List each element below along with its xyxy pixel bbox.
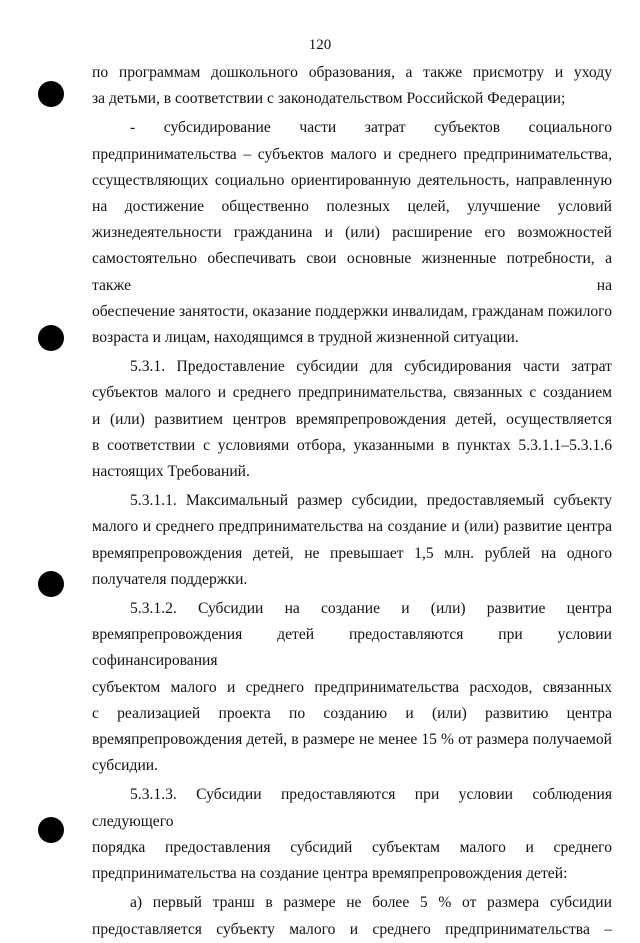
paragraph-5-3-1-1 <box>92 488 612 593</box>
text-line: 5.3.1.3. Субсидии предоставляются при условии соблюдения следующего <box>92 786 612 830</box>
text-line: ссуществляющих социально ориентированную деятельность, направленную <box>92 171 612 189</box>
text-line: времяпрепровождения детей предоставляются при условии софинансирования <box>92 626 612 670</box>
text-line: и (или) развитием центров времяпрепровождения детей, осуществляется <box>92 410 612 428</box>
text-line: самостоятельно обеспечивать свои основные жизненные потребности, а также на <box>92 250 612 294</box>
text-line: субсидии. <box>92 757 159 775</box>
text-line: на достижение общественно полезных целей, улучшение условий <box>92 198 612 216</box>
text-line: предоставляется субъекту малого и среднего предпринимательства – <box>92 920 612 938</box>
text-line: возраста и лицам, находящимся в трудной жизненной ситуации. <box>92 329 519 347</box>
text-line: жизнедеятельности гражданина и (или) расширение его возможностей <box>92 224 612 242</box>
paragraph-subsidy-social <box>92 115 612 351</box>
paragraph-item-a <box>92 890 612 942</box>
document-body <box>92 60 612 943</box>
text-line: получателя поддержки. <box>92 570 248 588</box>
punch-hole <box>38 817 64 843</box>
paragraph-5-3-1-2 <box>92 596 612 779</box>
text-line: порядка предоставления субсидий субъектам малого и среднего <box>92 838 612 856</box>
text-line: 5.3.1.2. Субсидии на создание и (или) развитие центра <box>130 600 612 618</box>
punch-hole <box>38 325 64 351</box>
text-line: малого и среднего предпринимательства на создание и (или) развитие центра <box>92 518 612 536</box>
paragraph-continuation <box>92 60 612 112</box>
text-line: субъектов малого и среднего предпринимательства, связанных с созданием <box>92 384 612 402</box>
text-line: субъектом малого и среднего предпринимательства расходов, связанных <box>92 678 612 696</box>
text-line: обеспечение занятости, оказание поддержки инвалидам, гражданам пожилого <box>92 302 612 320</box>
page-number: 120 <box>308 37 332 53</box>
text-line: с реализацией проекта по созданию и (или) развитию центра <box>92 704 612 722</box>
text-line: времяпрепровождения детей, не превышает 1,5 млн. рублей на одного <box>92 544 612 562</box>
text-line: предпринимательства – субъектов малого и среднего предпринимательства, <box>92 145 612 163</box>
text-line: настоящих Требований. <box>92 463 250 481</box>
punch-hole <box>38 81 64 107</box>
text-line: за детьми, в соответствии с законодательством Российской Федерации; <box>92 90 566 108</box>
text-line: - субсидирование части затрат субъектов социального <box>130 119 612 137</box>
text-line: а) первый транш в размере не более 5 % от размера субсидии <box>130 894 612 912</box>
paragraph-5-3-1-3 <box>92 782 612 887</box>
text-line: времяпрепровождения детей, в размере не менее 15 % от размера получаемой <box>92 731 612 749</box>
text-line: в соответствии с условиями отбора, указанными в пунктах 5.3.1.1–5.3.1.6 <box>92 436 612 454</box>
text-line: 5.3.1. Предоставление субсидии для субсидирования части затрат <box>130 358 612 376</box>
paragraph-5-3-1 <box>92 354 612 485</box>
text-line: 5.3.1.1. Максимальный размер субсидии, предоставляемый субъекту <box>130 492 612 510</box>
text-line: предпринимательства на создание центра времяпрепровождения детей: <box>92 865 568 883</box>
text-line: по программам дошкольного образования, а также присмотру и уходу <box>92 64 612 81</box>
punch-hole <box>38 571 64 597</box>
